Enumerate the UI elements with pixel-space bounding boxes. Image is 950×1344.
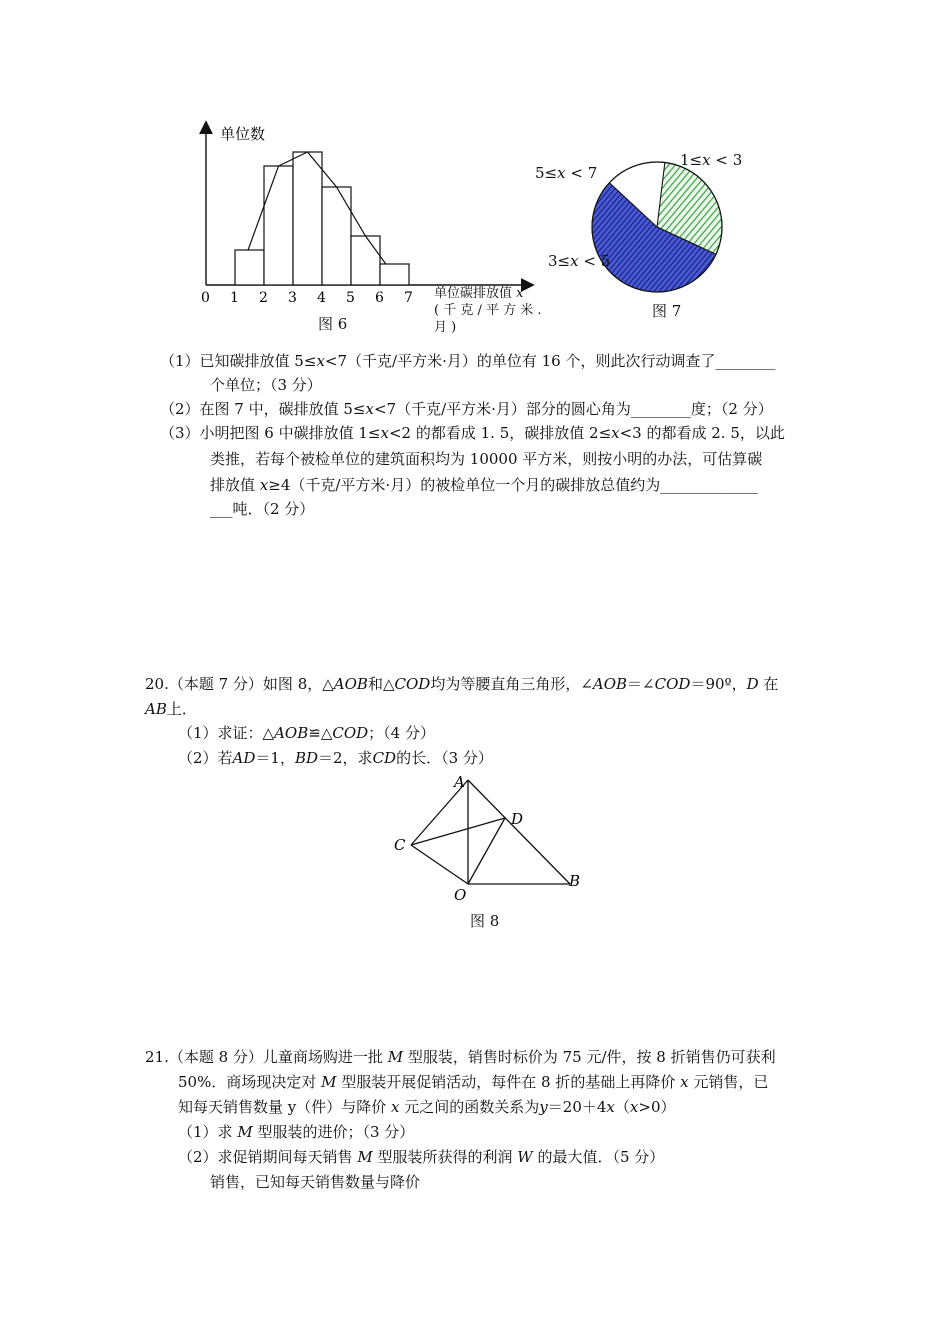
segment-OD — [468, 818, 505, 884]
point-B-label: B — [569, 872, 581, 890]
point-D-label: D — [511, 810, 524, 828]
y-axis-label: 单位数 — [220, 125, 266, 143]
histogram-bar — [380, 264, 409, 285]
x-axis-unit-2: 月 ) — [434, 320, 457, 335]
pie-label-5-7: 5≤x < 7 — [535, 164, 598, 182]
q19-part3: （3）小明把图 6 中碳排放值 1≤x<2 的都看成 1. 5，碳排放值 2≤x<3 的都看成 2. 5，以此 — [160, 424, 785, 442]
point-O-label: O — [454, 886, 467, 904]
figure-8-caption: 图 8 — [470, 912, 500, 930]
q19-part3-line4: ___吨．（2 分） — [210, 500, 315, 518]
x-tick-label: 5 — [346, 290, 355, 306]
q21-stem-2: 50%．商场现决定对 M 型服装开展促销活动，每件在 8 折的基础上再降价 x 元销售，已 — [178, 1073, 769, 1091]
x-tick-label: 1 — [230, 290, 239, 306]
segment-AB — [468, 780, 570, 884]
figure-7-pie — [585, 155, 730, 300]
histogram-bar — [264, 166, 293, 285]
point-A-label: A — [454, 773, 465, 791]
x-axis-label: 单位碳排放值 x — [434, 286, 524, 301]
x-tick-label: 7 — [404, 290, 413, 306]
histogram-bar — [293, 152, 322, 285]
q19-part3-line2: 类推，若每个被检单位的建筑面积均为 10000 平方米，则按小明的办法，可估算碳 — [210, 450, 763, 468]
q19-part3-line3: 排放值 x≥4（千克/平方米·月）的被检单位一个月的碳排放总值约为_____________ — [210, 476, 758, 494]
q21-fragment: 销售，已知每天销售数量与降价 — [210, 1173, 421, 1191]
figure-6-histogram — [180, 115, 560, 315]
histogram-bar — [351, 236, 380, 285]
x-tick-label: 3 — [288, 290, 297, 306]
segment-CD — [411, 818, 505, 845]
segment-CO — [411, 845, 468, 884]
q20-stem-cont: AB上． — [145, 700, 197, 718]
q19-part1-cont: 个单位；（3 分） — [210, 376, 322, 394]
pie-label-3-5: 3≤x < 5 — [548, 252, 611, 270]
figure-6-caption: 图 6 — [318, 315, 348, 333]
x-tick-label: 6 — [375, 290, 384, 306]
q21-part1: （1）求 M 型服装的进价；（3 分） — [178, 1123, 415, 1141]
q20-part2: （2）若AD＝1，BD＝2，求CD的长．（3 分） — [178, 749, 493, 767]
q19-part2: （2）在图 7 中，碳排放值 5≤x<7（千克/平方米·月）部分的圆心角为________度；（2 分） — [160, 400, 773, 418]
q21-part2: （2）求促销期间每天销售 M 型服装所获得的利润 W 的最大值．（5 分） — [178, 1148, 665, 1166]
figure-7-caption: 图 7 — [652, 302, 682, 320]
q21-stem-1: 21.（本题 8 分）儿童商场购进一批 M 型服装，销售时标价为 75 元/件，按 8 折销售仍可获利 — [145, 1048, 776, 1066]
point-C-label: C — [394, 836, 406, 854]
histogram-bar — [322, 187, 351, 285]
x-tick-label: 2 — [259, 290, 268, 306]
histogram-bar — [235, 250, 264, 285]
x-tick-label: 0 — [201, 290, 210, 306]
figure-8-triangles — [385, 768, 595, 908]
x-axis-unit: ( 千 克 / 平 方 米 . — [434, 303, 542, 318]
pie-label-1-3: 1≤x < 3 — [680, 151, 743, 169]
q20-part1: （1）求证：△AOB≌△COD；（4 分） — [178, 724, 435, 742]
q21-stem-3: 知每天销售数量 y（件）与降价 x 元之间的函数关系为y＝20＋4x（x>0） — [178, 1098, 676, 1116]
q19-part1: （1）已知碳排放值 5≤x<7（千克/平方米·月）的单位有 16 个，则此次行动调查了________ — [160, 352, 776, 370]
q20-stem: 20.（本题 7 分）如图 8，△AOB和△COD均为等腰直角三角形，∠AOB＝∠COD＝90º，D 在 — [145, 675, 779, 693]
x-tick-label: 4 — [317, 290, 326, 306]
